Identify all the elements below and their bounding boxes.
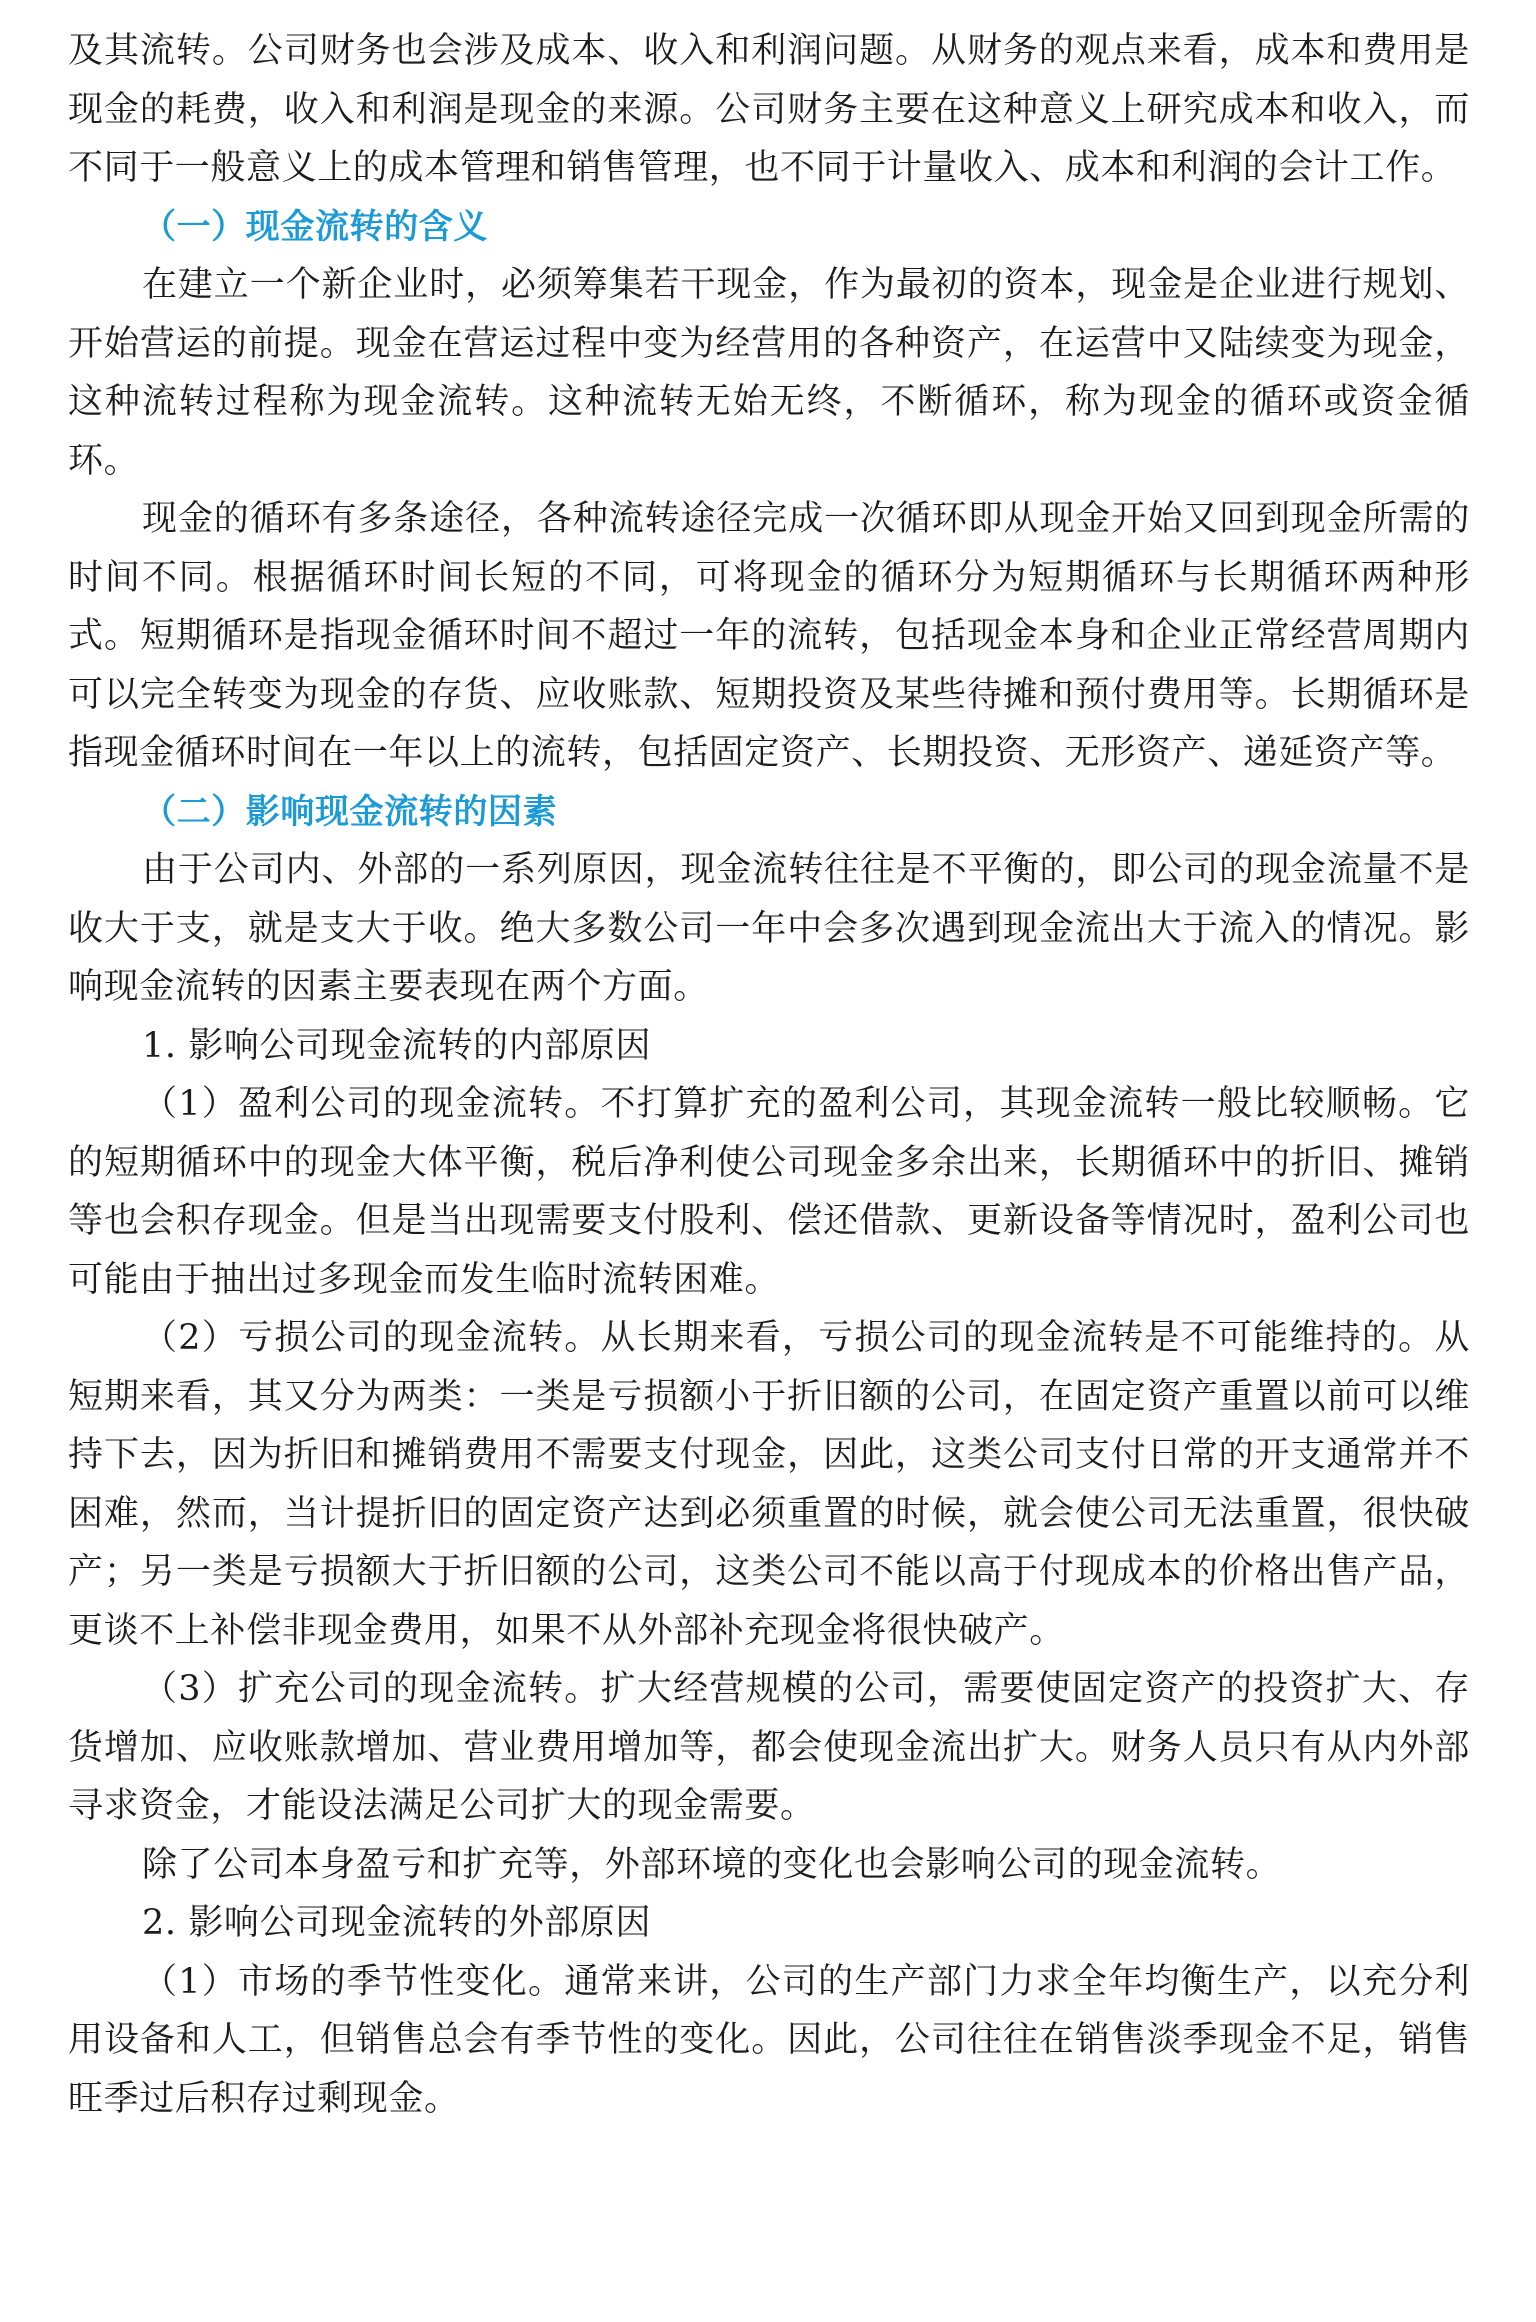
section-heading-cash-flow-meaning: （一）现金流转的含义 bbox=[142, 206, 488, 247]
subsection-heading-internal-causes: 1. 影响公司现金流转的内部原因 bbox=[142, 1025, 652, 1066]
body-paragraph: （2）亏损公司的现金流转。从长期来看，亏损公司的现金流转是不可能维持的。从短期来看，其又分为两类：一类是亏损额小于折旧额的公司，在固定资产重置以前可以维持下去，因为折旧和摊销费用不需要支付现金，因此，这类公司支付日常的开支通常并不困难，然而，当计提折旧的固定资产达到必须重置的时候，就会使公司无法重置，很快破产；另一类是亏损额大于折旧额的公司，这类公司不能以高于付现成本的价格出售产品，更谈不上补偿非现金费用，如果不从外部补充现金将很快破产。 bbox=[68, 1318, 1470, 1651]
body-paragraph-continuation: 及其流转。公司财务也会涉及成本、收入和利润问题。从财务的观点来看，成本和费用是现金的耗费，收入和利润是现金的来源。公司财务主要在这种意义上研究成本和收入，而不同于一般意义上的成本管理和销售管理，也不同于计量收入、成本和利润的会计工作。 bbox=[68, 31, 1470, 188]
body-paragraph: 在建立一个新企业时，必须筹集若干现金，作为最初的资本，现金是企业进行规划、开始营运的前提。现金在营运过程中变为经营用的各种资产，在运营中又陆续变为现金，这种流转过程称为现金流转。这种流转无始无终，不断循环，称为现金的循环或资金循环。 bbox=[68, 265, 1470, 481]
body-paragraph: （1）盈利公司的现金流转。不打算扩充的盈利公司，其现金流转一般比较顺畅。它的短期循环中的现金大体平衡，税后净利使公司现金多余出来，长期循环中的折旧、摊销等也会积存现金。但是当出现需要支付股利、偿还借款、更新设备等情况时，盈利公司也可能由于抽出过多现金而发生临时流转困难。 bbox=[68, 1084, 1470, 1300]
body-paragraph: 除了公司本身盈亏和扩充等，外部环境的变化也会影响公司的现金流转。 bbox=[142, 1844, 1282, 1885]
body-paragraph: （1）市场的季节性变化。通常来讲，公司的生产部门力求全年均衡生产，以充分利用设备和人工，但销售总会有季节性的变化。因此，公司往往在销售淡季现金不足，销售旺季过后积存过剩现金。 bbox=[68, 1961, 1470, 2119]
body-paragraph: 由于公司内、外部的一系列原因，现金流转往往是不平衡的，即公司的现金流量不是收大于支，就是支大于收。绝大多数公司一年中会多次遇到现金流出大于流入的情况。影响现金流转的因素主要表现在两个方面。 bbox=[68, 850, 1470, 1007]
body-paragraph: （3）扩充公司的现金流转。扩大经营规模的公司，需要使固定资产的投资扩大、存货增加、应收账款增加、营业费用增加等，都会使现金流出扩大。财务人员只有从内外部寻求资金，才能设法满足公司扩大的现金需要。 bbox=[68, 1669, 1470, 1826]
subsection-heading-external-causes: 2. 影响公司现金流转的外部原因 bbox=[142, 1903, 652, 1943]
section-heading-cash-flow-factors: （二）影响现金流转的因素 bbox=[142, 791, 558, 832]
body-paragraph: 现金的循环有多条途径，各种流转途径完成一次循环即从现金开始又回到现金所需的时间不同。根据循环时间长短的不同，可将现金的循环分为短期循环与长期循环两种形式。短期循环是指现金循环时间不超过一年的流转，包括现金本身和企业正常经营周期内可以完全转变为现金的存货、应收账款、短期投资及某些待摊和预付费用等。长期循环是指现金循环时间在一年以上的流转，包括固定资产、长期投资、无形资产、递延资产等。 bbox=[68, 499, 1470, 773]
